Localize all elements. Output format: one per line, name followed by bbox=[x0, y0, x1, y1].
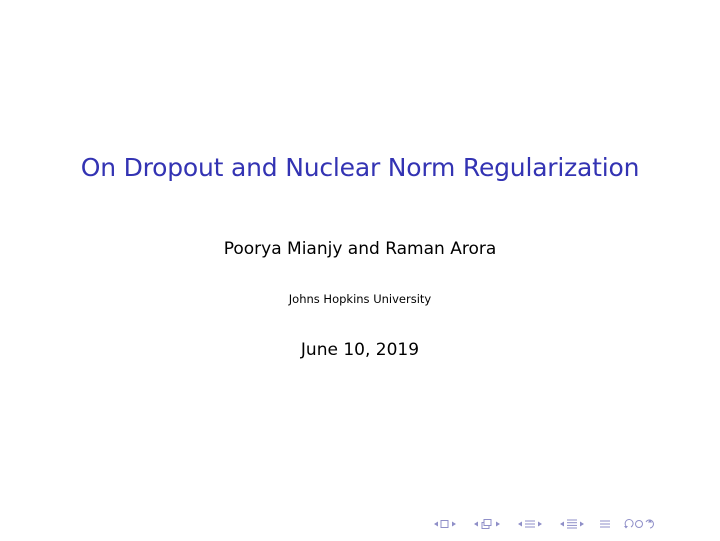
nav-section-group[interactable] bbox=[514, 518, 546, 530]
slide-authors: Poorya Mianjy and Raman Arora bbox=[223, 239, 497, 259]
beamer-navigation-bar bbox=[430, 515, 654, 533]
slide-title: On Dropout and Nuclear Norm Regularization bbox=[80, 153, 640, 182]
nav-search-group[interactable] bbox=[622, 518, 654, 530]
nav-search-icon[interactable] bbox=[622, 518, 654, 530]
nav-frame-icon[interactable] bbox=[430, 518, 460, 530]
nav-subsection-icon[interactable] bbox=[470, 518, 504, 530]
nav-subsection-group[interactable] bbox=[470, 518, 504, 530]
nav-section-icon[interactable] bbox=[514, 518, 546, 530]
nav-presentation-group[interactable] bbox=[556, 518, 588, 530]
nav-presentation-icon[interactable] bbox=[556, 518, 588, 530]
slide-date: June 10, 2019 bbox=[300, 340, 420, 360]
nav-align-icon[interactable] bbox=[598, 518, 612, 530]
nav-frame-group[interactable] bbox=[430, 518, 460, 530]
nav-align-group[interactable] bbox=[598, 518, 612, 530]
slide-institute: Johns Hopkins University bbox=[288, 292, 432, 306]
